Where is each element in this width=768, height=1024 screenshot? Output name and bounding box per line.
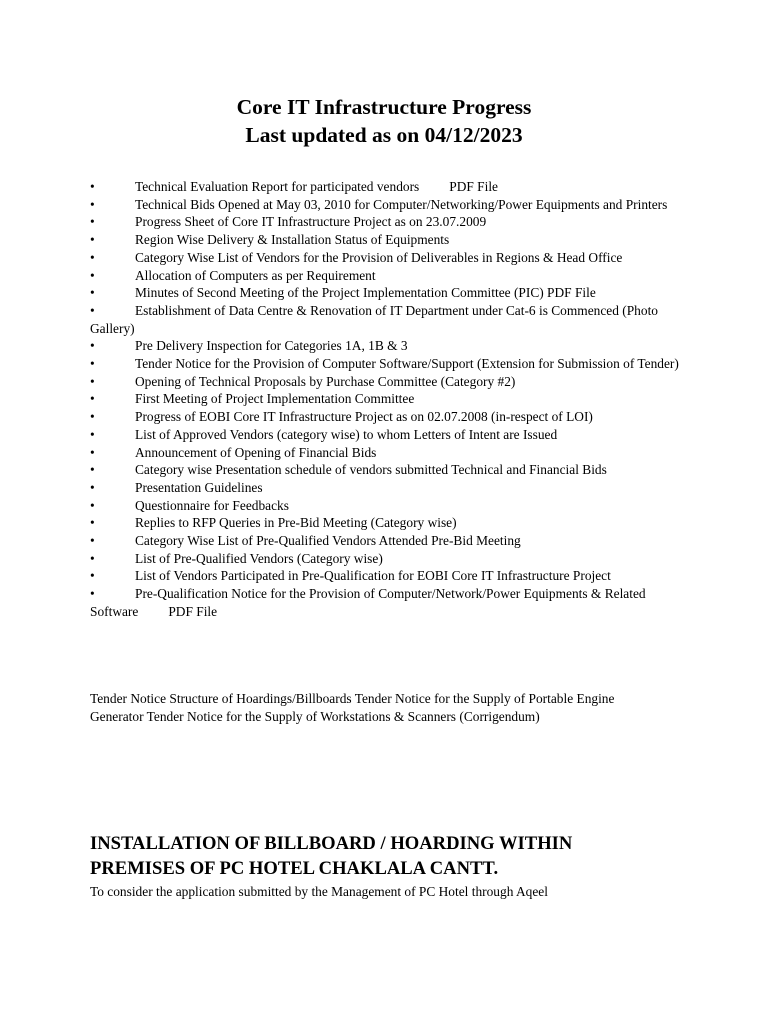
list-item[interactable] xyxy=(90,550,680,568)
list-item-text[interactable]: Replies to RFP Queries in Pre-Bid Meeting (Category wise) xyxy=(135,515,457,531)
list-item[interactable] xyxy=(90,585,680,620)
pdf-file-link[interactable]: PDF File xyxy=(449,179,498,194)
list-item-text[interactable]: Category wise Presentation schedule of vendors submitted Technical and Financial Bids xyxy=(135,462,607,478)
list-item-text[interactable]: First Meeting of Project Implementation Committee xyxy=(135,391,415,407)
list-item-text[interactable]: Region Wise Delivery & Installation Status of Equipments xyxy=(135,232,450,248)
bullet-marker: • xyxy=(90,533,95,549)
list-item-text[interactable]: Questionnaire for Feedbacks xyxy=(135,497,289,513)
heading-line-2: PREMISES OF PC HOTEL CHAKLALA CANTT. xyxy=(90,857,499,879)
list-item-text[interactable]: Minutes of Second Meeting of the Project Implementation Committee (PIC) PDF File xyxy=(135,285,596,301)
bullet-marker: • xyxy=(90,373,95,389)
section-heading xyxy=(90,832,690,881)
list-item-text[interactable]: Progress Sheet of Core IT Infrastructure Project as on 23.07.2009 xyxy=(135,214,487,230)
list-item-text[interactable]: Category Wise List of Pre-Qualified Vendors Attended Pre-Bid Meeting xyxy=(135,533,521,549)
list-item[interactable] xyxy=(90,373,680,391)
list-item[interactable] xyxy=(90,355,680,373)
bullet-marker: • xyxy=(90,444,95,460)
list-item[interactable] xyxy=(90,213,680,231)
list-item[interactable] xyxy=(90,408,680,426)
closing-paragraph: To consider the application submitted by the Management of PC Hotel through Aqeel xyxy=(90,884,548,899)
list-item-text[interactable]: Allocation of Computers as per Requirement xyxy=(135,267,376,283)
list-item-text[interactable]: Tender Notice for the Provision of Computer Software/Support (Extension for Submission of Tender) xyxy=(135,356,679,372)
bullet-marker: • xyxy=(90,179,95,194)
bullet-list xyxy=(90,178,680,621)
bullet-marker: • xyxy=(90,515,95,531)
bullet-marker: • xyxy=(90,249,95,265)
list-item[interactable] xyxy=(90,426,680,444)
list-item-text[interactable]: Technical Evaluation Report for participated vendors xyxy=(135,179,420,194)
list-item[interactable] xyxy=(90,231,680,249)
list-item[interactable] xyxy=(90,196,680,214)
bullet-marker: • xyxy=(90,267,95,283)
bullet-marker: • xyxy=(90,497,95,513)
list-item-text[interactable]: List of Approved Vendors (category wise) to whom Letters of Intent are Issued xyxy=(135,426,558,442)
list-item-text[interactable]: List of Vendors Participated in Pre-Qualification for EOBI Core IT Infrastructure Project xyxy=(135,568,611,584)
list-item-text[interactable]: Technical Bids Opened at May 03, 2010 for Computer/Networking/Power Equipments and Printers xyxy=(135,196,668,212)
bullet-marker: • xyxy=(90,586,95,602)
heading-line-1: INSTALLATION OF BILLBOARD / HOARDING WITHIN xyxy=(90,833,573,854)
list-item[interactable] xyxy=(90,514,680,532)
list-item-text[interactable]: Pre Delivery Inspection for Categories 1A, 1B & 3 xyxy=(135,338,408,354)
list-item[interactable] xyxy=(90,444,680,462)
list-item[interactable] xyxy=(90,249,680,267)
bullet-marker: • xyxy=(90,550,95,566)
bullet-marker: • xyxy=(90,196,95,212)
list-item-text[interactable]: Establishment of Data Centre & Renovation of IT Department under Cat-6 is Commenced (Photo Gallery) xyxy=(90,302,658,336)
list-item[interactable] xyxy=(90,267,680,285)
bullet-marker: • xyxy=(90,409,95,425)
tender-paragraph: Tender Notice Structure of Hoardings/Billboards Tender Notice for the Supply of Portable Engine Generator Tender Notice for the Supply of Workstations & Scanners (Corrigendum) xyxy=(90,691,615,724)
list-item[interactable] xyxy=(90,479,680,497)
list-item-text[interactable]: List of Pre-Qualified Vendors (Category wise) xyxy=(135,550,383,566)
list-item[interactable] xyxy=(90,284,680,302)
bullet-marker: • xyxy=(90,568,95,584)
list-item[interactable] xyxy=(90,390,680,408)
list-item[interactable] xyxy=(90,178,680,196)
bullet-marker: • xyxy=(90,214,95,230)
list-item-text[interactable]: Presentation Guidelines xyxy=(135,479,263,495)
bullet-marker: • xyxy=(90,338,95,354)
title-line-1: Core IT Infrastructure Progress xyxy=(236,95,532,119)
list-item[interactable] xyxy=(90,532,680,550)
bullet-marker: • xyxy=(90,232,95,248)
page-title xyxy=(0,93,768,149)
pdf-file-link[interactable]: PDF File xyxy=(168,603,218,619)
bullet-marker: • xyxy=(90,391,95,407)
list-item[interactable] xyxy=(90,567,680,585)
bullet-marker: • xyxy=(90,479,95,495)
list-item-text[interactable]: Pre-Qualification Notice for the Provision of Computer/Network/Power Equipments & Related Software xyxy=(90,586,646,619)
list-item[interactable] xyxy=(90,337,680,355)
title-line-2: Last updated as on 04/12/2023 xyxy=(245,123,523,147)
list-item-text[interactable]: Category Wise List of Vendors for the Provision of Deliverables in Regions & Head Office xyxy=(135,249,623,265)
list-item-text[interactable]: Progress of EOBI Core IT Infrastructure Project as on 02.07.2008 (in-respect of LOI) xyxy=(135,409,593,425)
list-item-text[interactable]: Opening of Technical Proposals by Purchase Committee (Category #2) xyxy=(135,373,516,389)
bullet-marker: • xyxy=(90,356,95,372)
bullet-marker: • xyxy=(90,302,95,318)
list-item[interactable] xyxy=(90,497,680,515)
list-item-text[interactable]: Announcement of Opening of Financial Bids xyxy=(135,444,377,460)
bullet-marker: • xyxy=(90,285,95,301)
bullet-marker: • xyxy=(90,426,95,442)
list-item[interactable] xyxy=(90,461,680,479)
bullet-marker: • xyxy=(90,462,95,478)
list-item[interactable] xyxy=(90,302,680,337)
